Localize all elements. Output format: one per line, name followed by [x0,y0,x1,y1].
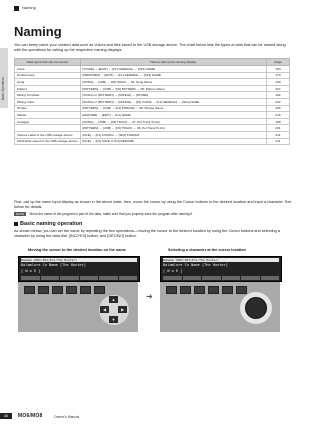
table-cell: Phrase [15,105,81,112]
table-cell: [SONG] → [JOB] → [F6] TRACK → 07: Put Track To Arp [80,118,266,125]
table-cell: Mixing Voice [15,98,81,105]
lcd-softkeys [163,276,279,280]
lcd-name-row: Balamlore Cn Name [The Hunter] [163,263,228,267]
table-header-row [15,59,290,66]
function-button[interactable] [94,286,105,294]
table-cell: [SONG] or [PATTERN] → [MIXING] → [F4] VOICE → [F1] GENERAL → [SF1] NAME [80,98,266,105]
table-cell: [MASTER] → [EDIT] → [F1] NAME [80,112,266,119]
table-row [15,98,290,105]
table-row [15,112,290,119]
running-header [14,6,290,12]
instruction-paragraph: First, call up the name input display as shown in the above table, then, move the cursor by using the Cursor buttons to the desired location and input a character. See below for details. [14,200,292,209]
note-tag: NOTE [16,212,25,216]
page-title: Naming [14,24,62,39]
intro-paragraph: You can freely name your created data such as Voices and files saved to the USB storage device. The chart below lists the types of data that can be named along with the operations for calling up the respective naming displays. [14,43,286,52]
control-panel-left [18,282,138,332]
manual-title: Owner's Manual [54,414,80,419]
page-number: 36 [0,413,12,419]
table-cell: File/Folder saved to the USB storage device [15,138,81,145]
section-heading [14,221,82,227]
function-buttons [166,286,247,294]
table-row [15,131,290,138]
table-cell: Pattern [15,85,81,92]
lcd-softkeys [21,276,137,280]
table-row [15,118,290,125]
table-cell: Performance [15,72,81,79]
arrow-right-icon: ➜ [146,292,153,301]
cursor-right-button[interactable]: ▶ [118,306,127,313]
lcd-name-row: Balamlore Cn Name [The Hunter] [21,263,86,267]
cursor-left-button[interactable]: ◀ [100,306,109,313]
table-cell: Arpeggio [15,118,81,125]
table-row [15,125,290,132]
table-cell: 173 [267,72,290,79]
lcd-screen-left [18,256,140,282]
function-button[interactable] [222,286,233,294]
table-cell: Voice [15,66,81,73]
function-button[interactable] [236,286,247,294]
function-buttons [24,286,105,294]
table-cell: [SONG] → [JOB] → [F6] SONG → 04: Song Name [80,79,266,86]
side-tab [0,48,8,108]
function-button[interactable] [180,286,191,294]
function-button[interactable] [24,286,35,294]
table-cell: [PATTERN] → [JOB] → [F4] PHRASE → 08: Phrase Name [80,105,266,112]
lcd-char-row: [ N o E ] [163,269,183,273]
table-header-cell: Page [267,59,290,66]
table-cell: [FILE] → [F1] CONFIG → [SF2] FORMAT [80,131,266,138]
table-cell: [PERFORM] → [EDIT] → [F1] GENERAL → [SF1] NAME [80,72,266,79]
table-cell: [SONG] or [PATTERN] → [MIXING] → [STORE] [80,92,266,99]
table-cell: 153 [267,66,290,73]
table-cell: [PATTERN] → [JOB] → [F6] TRACK → 06: Put Track To Arp [80,125,266,132]
cursor-buttons [100,296,128,324]
caption-select-character: Selecting a character at the cursor location [168,248,246,252]
header-marker [14,6,19,11]
cursor-up-button[interactable]: ▲ [109,296,118,303]
function-button[interactable] [166,286,177,294]
table-cell: 216 [267,112,290,119]
table-cell: [FILE] → [F2] SAVE or [F4] RENAME [80,138,266,145]
table-cell: 211 [267,131,290,138]
table-cell: 199 [267,118,290,125]
table-row [15,72,290,79]
function-button[interactable] [194,286,205,294]
note [14,212,292,216]
table-row [15,79,290,86]
table-row [15,85,290,92]
table-cell: Master [15,112,81,119]
note-text: Since the name of the program is part of the data, make sure that you properly save the program after naming it. [29,212,193,216]
function-button[interactable] [66,286,77,294]
table-cell: 211 [267,138,290,145]
table-row [15,66,290,73]
table-cell: Mixing Template [15,92,81,99]
side-tab-label: Basic Operation [1,77,5,100]
table-header-cell: How to call up the naming display [80,59,266,66]
table-cell: 201 [267,125,290,132]
control-panel-right [160,282,280,332]
header-label: Naming [22,5,36,10]
function-button[interactable] [52,286,63,294]
table-cell: 199 [267,79,290,86]
table-header-cell: Data types that can be named [15,59,81,66]
section-title: Basic naming operation [20,221,83,227]
caption-move-cursor: Moving the cursor to the desired location on the name [28,248,126,252]
lcd-title-bar: Namame USR1:001(Pre:The Hunter) [163,258,279,262]
table-cell: Song [15,79,81,86]
table-cell: [PATTERN] → [JOB] → [F6] PATTERN → 05: Pattern Name [80,85,266,92]
cursor-down-button[interactable]: ▼ [109,316,118,323]
table-cell: 222 [267,98,290,105]
table-cell: 205 [267,105,290,112]
lcd-title-bar: Namame USR1:001(Pre:The Hunter) [21,258,137,262]
table-row [15,138,290,145]
section-paragraph: As shown below, you can set the name by repeating the two operations—moving the cursor to the desired location by using the Cursor buttons and selecting a character by using the data dial, [INC/YES] button, and [DEC/NO] button. [14,229,280,238]
lcd-screen-right [160,256,282,282]
table-cell: [VOICE] → [EDIT] → [F1] GENERAL → [SF1] NAME [80,66,266,73]
function-button[interactable] [38,286,49,294]
brand-logo: MO6/MO8 [18,413,43,419]
table-cell: 192 [267,92,290,99]
section-marker [14,222,18,226]
function-button[interactable] [80,286,91,294]
table-row [15,105,290,112]
table-row [15,92,290,99]
table-cell: Volume Label of the USB storage device [15,131,81,138]
lcd-char-row: [ N o E ] [21,269,41,273]
table-cell [15,125,81,132]
page-footer [4,411,290,419]
function-button[interactable] [208,286,219,294]
data-dial[interactable] [245,297,267,319]
naming-table [14,58,290,145]
table-cell: 207 [267,85,290,92]
